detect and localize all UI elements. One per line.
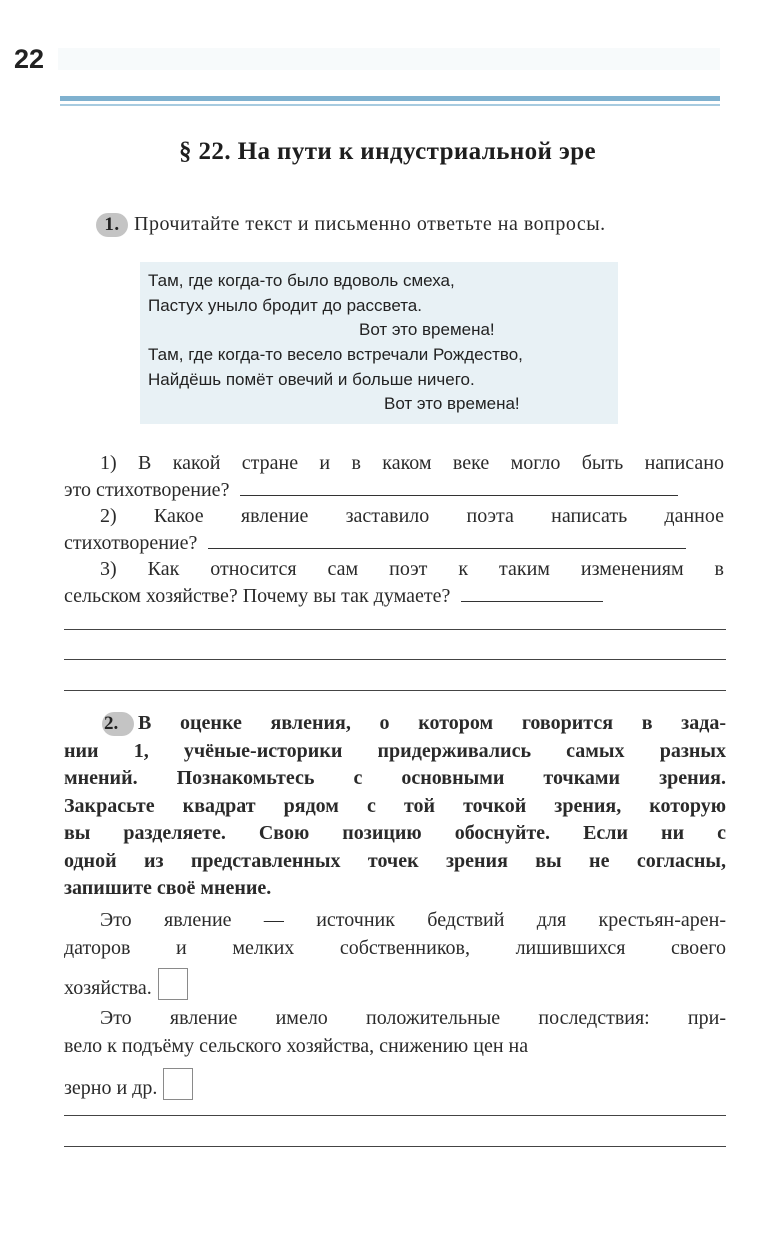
task2-line: мнений. Познакомьтесь с основными точками зрения. xyxy=(64,767,726,789)
page-number: 22 xyxy=(14,44,45,74)
task2-line: запишите своё мнение. xyxy=(64,877,272,899)
question-1-line2: это стихотворение? xyxy=(64,478,230,501)
opinion-1-line: Это явление — источник бедствий для крестьян-арен- xyxy=(100,909,726,931)
poem-line: Найдёшь помёт овечий и больше ничего. xyxy=(148,370,475,389)
opinion-2-line: вело к подъёму сельского хозяйства, снижению цен на xyxy=(64,1035,529,1057)
header-band xyxy=(58,48,720,70)
answer-rule[interactable] xyxy=(64,659,726,660)
answer-line-1[interactable] xyxy=(240,494,678,496)
answer-line-2[interactable] xyxy=(208,547,686,549)
task2-number-badge: 2. xyxy=(102,712,134,736)
question-3-line1: 3) Как относится сам поэт к таким изменениям в xyxy=(100,558,724,580)
answer-rule[interactable] xyxy=(64,690,726,691)
task2-text xyxy=(64,710,726,903)
task2-line: нии 1, учёные-историки придерживались самых разных xyxy=(64,739,726,762)
answer-rule[interactable] xyxy=(64,1115,726,1116)
task1-number-badge: 1. xyxy=(96,213,128,237)
poem-box xyxy=(140,262,618,424)
poem-line: Вот это времена! xyxy=(384,394,520,413)
opinion-1-line: хозяйства. xyxy=(64,977,152,999)
opinion-1-line: даторов и мелких собственников, лишившихся своего xyxy=(64,937,726,959)
poem-line: Пастух уныло бродит до рассвета. xyxy=(148,296,422,315)
question-2 xyxy=(64,503,724,556)
answer-rule[interactable] xyxy=(64,629,726,630)
task2-line-text: В оценке явления, о котором говорится в зада- xyxy=(138,712,726,734)
question-2-line1: 2) Какое явление заставило поэта написать данное xyxy=(100,505,724,527)
task1-instruction: Прочитайте текст и письменно ответьте на вопросы. xyxy=(134,213,606,235)
question-1 xyxy=(64,450,724,503)
header-rule-thin xyxy=(60,104,720,106)
task1-instruction-row xyxy=(96,213,606,237)
opinion-2-checkbox[interactable] xyxy=(163,1068,193,1100)
header-rule-thick xyxy=(60,96,720,101)
poem-line: Вот это времена! xyxy=(359,320,495,339)
task2-line xyxy=(64,710,726,738)
opinion-2-line: Это явление имело положительные последствия: при- xyxy=(100,1007,726,1029)
task2-line: Закрасьте квадрат рядом с той точкой зрения, которую xyxy=(64,794,726,817)
task2-line: вы разделяете. Свою позицию обоснуйте. Если ни с xyxy=(64,822,726,844)
question-1-line1: 1) В какой стране и в каком веке могло быть написано xyxy=(100,452,724,474)
poem-line: Там, где когда-то было вдоволь смеха, xyxy=(148,271,455,290)
poem-line: Там, где когда-то весело встречали Рождество, xyxy=(148,345,523,364)
question-3 xyxy=(64,556,724,609)
opinion-1 xyxy=(64,906,726,1002)
question-2-line2: стихотворение? xyxy=(64,531,198,554)
opinion-1-checkbox[interactable] xyxy=(158,968,188,1000)
question-3-line2: сельском хозяйстве? Почему вы так думаете? xyxy=(64,584,451,607)
answer-rule[interactable] xyxy=(64,1146,726,1147)
opinion-2 xyxy=(64,1004,726,1102)
opinion-2-line: зерно и др. xyxy=(64,1077,158,1099)
answer-line-3[interactable] xyxy=(461,600,603,602)
task2-line: одной из представленных точек зрения вы не согласны, xyxy=(64,849,726,872)
section-title: § 22. На пути к индустриальной эре xyxy=(178,138,597,165)
